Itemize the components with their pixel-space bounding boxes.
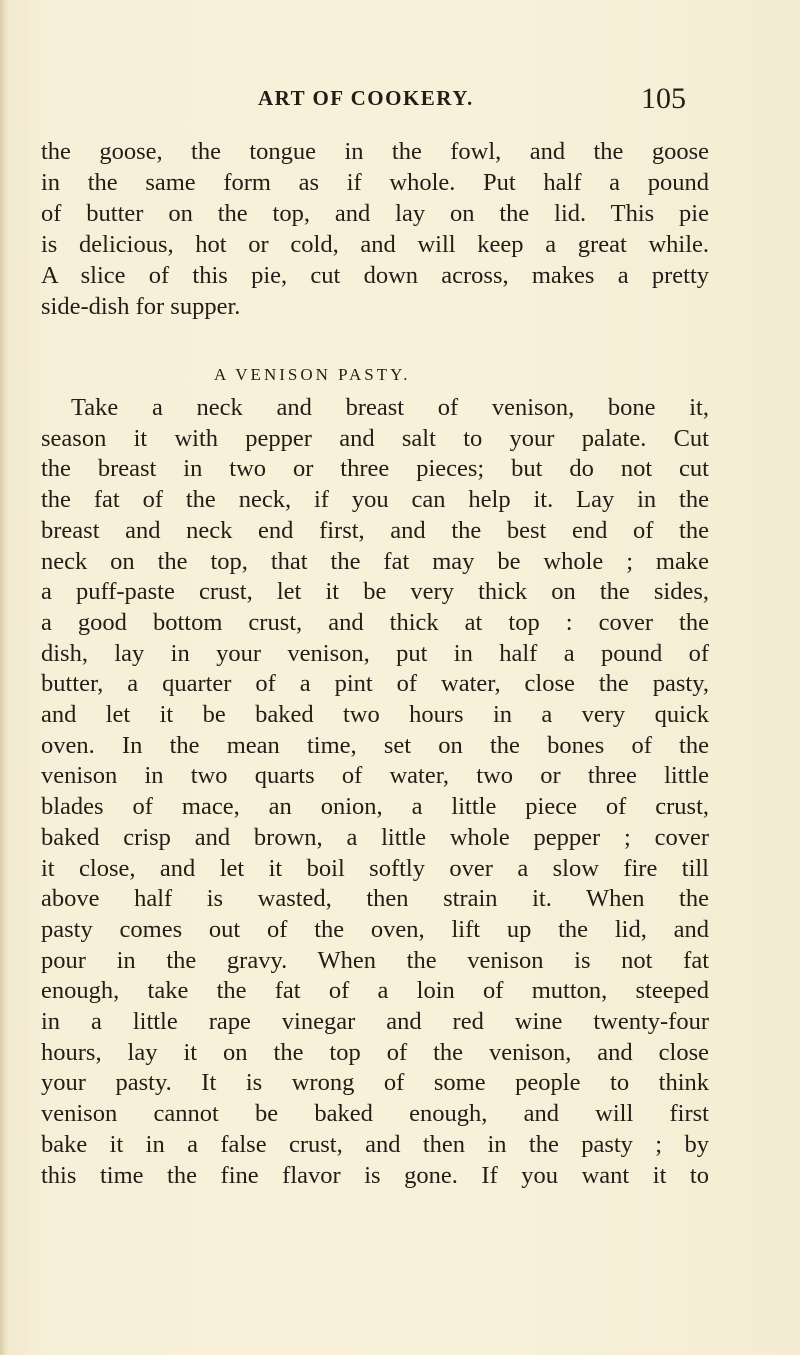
text-line: Take a neck and breast of venison, bone it, [71,394,709,421]
text-line: bake it in a false crust, and then in the pasty ; by [41,1130,709,1158]
text-line: and let it be baked two hours in a very quick [41,701,709,729]
text-line: blades of mace, an onion, a little piece of crust, [41,793,709,821]
text-line: enough, take the fat of a loin of mutton, steeped [41,977,709,1005]
text-line: the breast in two or three pieces; but do not cut [41,455,709,483]
text-line: oven. In the mean time, set on the bones of the [41,731,709,759]
text-line: in the same form as if whole. Put half a pound [41,169,709,196]
recipe-heading: A VENISON PASTY. [214,365,411,384]
text-line: pour in the gravy. When the venison is not fat [41,946,709,974]
text-line: it close, and let it boil softly over a slow fire till [41,854,709,882]
text-line: pasty comes out of the oven, lift up the lid, and [41,915,709,943]
page-number: 105 [641,82,686,115]
text-line: the goose, the tongue in the fowl, and the goose [41,138,709,165]
text-line: is delicious, hot or cold, and will keep a great while. [41,231,709,258]
text-line: above half is wasted, then strain it. When the [41,885,709,913]
text-line: A slice of this pie, cut down across, makes a pretty [41,262,709,289]
text-line: this time the fine flavor is gone. If you want it to [41,1161,709,1189]
text-line: butter, a quarter of a pint of water, close the pasty, [41,670,709,698]
text-line: in a little rape vinegar and red wine twenty-four [41,1008,709,1036]
page-binding-edge [0,0,8,1355]
text-line: baked crisp and brown, a little whole pepper ; cover [41,823,709,851]
running-head: ART OF COOKERY. [258,86,474,110]
text-line: the fat of the neck, if you can help it. Lay in the [41,486,709,514]
paragraph-goose-pie [41,136,709,322]
text-line: venison in two quarts of water, two or three little [41,762,709,790]
text-line: dish, lay in your venison, put in half a pound of [41,639,709,667]
text-line: venison cannot be baked enough, and will first [41,1100,709,1128]
text-line: of butter on the top, and lay on the lid. This pie [41,200,709,227]
text-line: hours, lay it on the top of the venison, and close [41,1038,709,1066]
text-line: a puff-paste crust, let it be very thick on the sides, [41,578,709,606]
text-line: a good bottom crust, and thick at top : cover the [41,608,709,636]
text-line: neck on the top, that the fat may be whole ; make [41,547,709,575]
paragraph-venison-pasty [41,393,709,1191]
text-line: your pasty. It is wrong of some people to think [41,1069,709,1097]
text-line: breast and neck end first, and the best end of the [41,516,709,544]
text-line: side-dish for supper. [41,293,241,320]
text-line: season it with pepper and salt to your palate. Cut [41,424,709,452]
